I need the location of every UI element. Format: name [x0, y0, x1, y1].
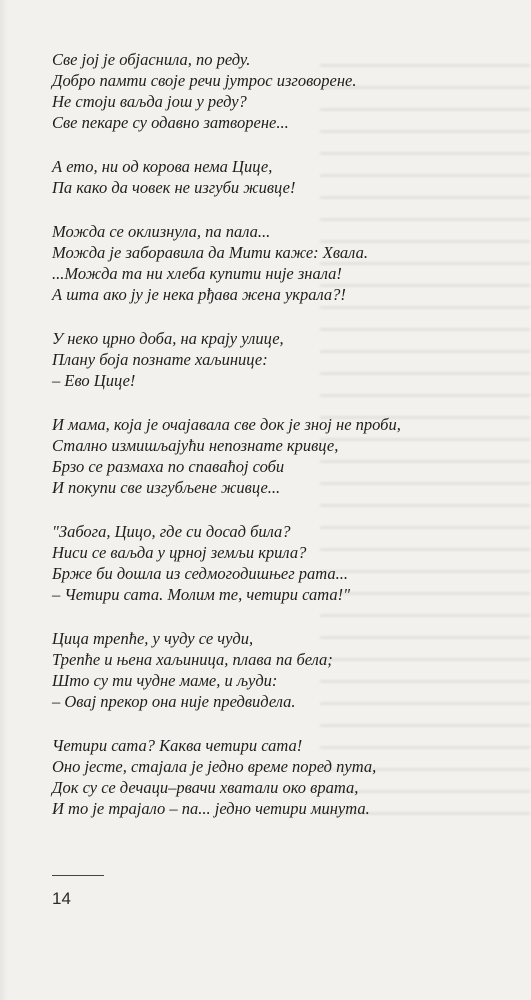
poem-line: Све пекаре су одавно затворене... [52, 113, 289, 132]
poem-line: Можда је заборавила да Мити каже: Хвала. [52, 243, 368, 262]
poem-line: Што су ти чудне маме, и људи: [52, 671, 278, 690]
poem-line: У неко црно доба, на крају улице, [52, 329, 284, 348]
poem-line: Све јој је објаснила, по реду. [52, 50, 251, 69]
poem-line: Брзо се размаха по спаваћој соби [52, 457, 285, 476]
footer-divider [52, 875, 104, 876]
poem-line: Четири сата? Каква четири сата! [52, 736, 303, 755]
poem-line: ...Можда та ни хлеба купити није знала! [52, 264, 342, 283]
stanza-7 [52, 628, 492, 712]
poem-line: А ето, ни од корова нема Цице, [52, 157, 273, 176]
poem-body [52, 49, 492, 842]
poem-line: И мама, која је очајавала све док је зној не проби, [52, 415, 401, 434]
poem-line: Цица трепће, у чуду се чуди, [52, 629, 254, 648]
poem-line: – Овај прекор она није предвидела. [52, 692, 296, 711]
poem-line: Оно јесте, стајала је једно време поред пута, [52, 757, 377, 776]
stanza-4 [52, 328, 492, 391]
poem-line: "Забога, Цицо, где си досад била? [52, 522, 291, 541]
poem-line: Стално измишљајући непознате кривце, [52, 436, 339, 455]
poem-line: Ниси се ваљда у црној земљи крила? [52, 543, 307, 562]
stanza-2 [52, 156, 492, 198]
poem-line: А шта ако ју је нека рђава жена украла?! [52, 285, 346, 304]
page-number: 14 [52, 889, 71, 908]
poem-line: – Четири сата. Молим те, четири сата!" [52, 585, 351, 604]
poem-line: Брже би дошла из седмогодишњег рата... [52, 564, 349, 583]
poem-line: И покупи све изгубљене живце... [52, 478, 281, 497]
stanza-6 [52, 521, 492, 605]
poem-line: Плану боја познате хаљинице: [52, 350, 268, 369]
stanza-5 [52, 414, 492, 498]
poem-line: Па како да човек не изгуби живце! [52, 178, 296, 197]
poem-line: И то је трајало – па... једно четири минута. [52, 799, 370, 818]
poem-line: – Ево Цице! [52, 371, 136, 390]
poem-line: Трепће и њена хаљиница, плава па бела; [52, 650, 333, 669]
poem-line: Добро памти своје речи јутрос изговорене. [52, 71, 357, 90]
stanza-8 [52, 735, 492, 819]
poem-line: Док су се дечаци–рвачи хватали око врата, [52, 778, 359, 797]
stanza-3 [52, 221, 492, 305]
stanza-1 [52, 49, 492, 133]
poem-line: Можда се оклизнула, па пала... [52, 222, 271, 241]
poem-line: Не стоји ваљда још у реду? [52, 92, 247, 111]
